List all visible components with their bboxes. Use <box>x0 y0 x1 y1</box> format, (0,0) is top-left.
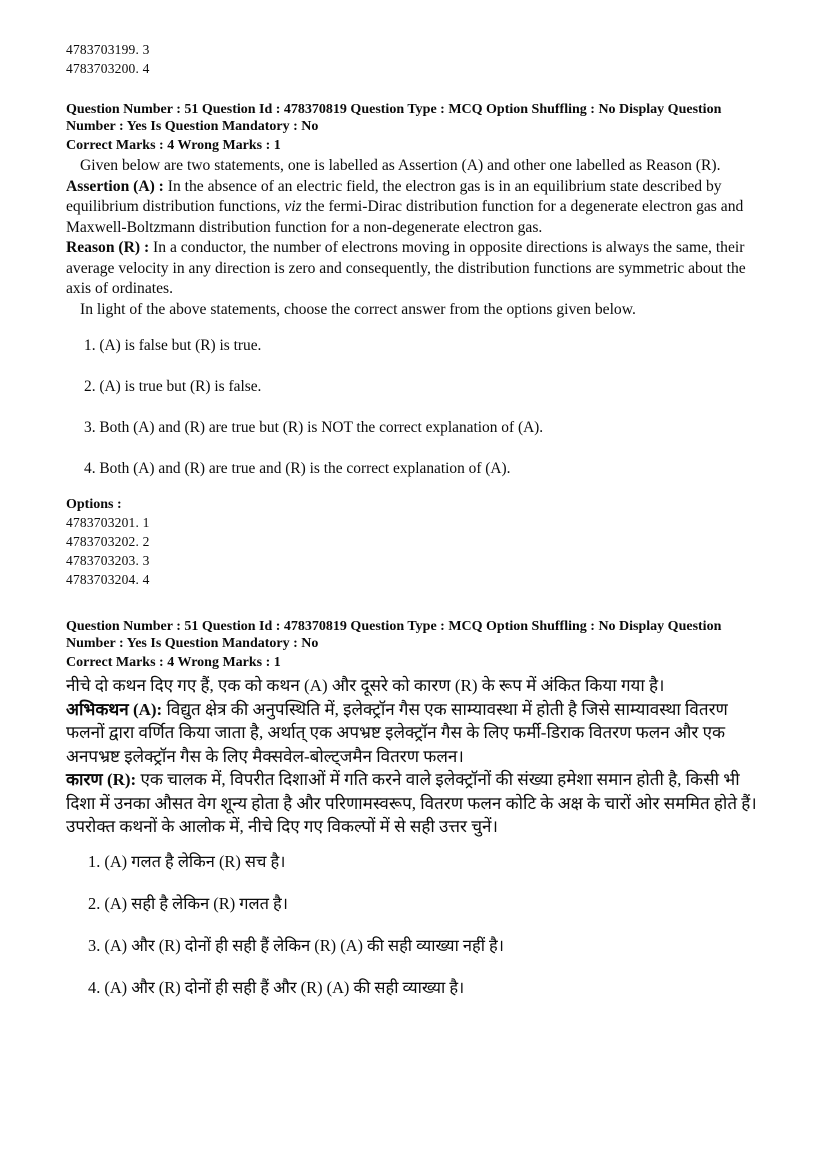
question-meta-line-1-hindi: Question Number : 51 Question Id : 478370819 Question Type : MCQ Option Shuffling : No Display Question <box>66 619 722 634</box>
option-id: 4783703201. 1 <box>66 515 150 530</box>
question-intro: Given below are two statements, one is labelled as Assertion (A) and other one labelled as Reason (R). <box>80 157 721 174</box>
option-item-hindi[interactable]: 2. (A) सही है लेकिन (R) गलत है। <box>88 893 288 913</box>
question-meta-line-1: Question Number : 51 Question Id : 478370819 Question Type : MCQ Option Shuffling : No Display Question <box>66 102 722 117</box>
option-item[interactable]: 1. (A) is false but (R) is true. <box>84 337 262 354</box>
option-id-list <box>66 513 760 589</box>
reason-paragraph-hindi <box>66 768 760 815</box>
question-meta-line-2: Number : Yes Is Question Mandatory : No <box>66 118 319 134</box>
option-item-hindi[interactable]: 1. (A) गलत है लेकिन (R) सच है। <box>88 851 286 871</box>
reason-paragraph <box>66 238 760 300</box>
question-body-hindi <box>66 674 760 839</box>
assertion-text-part-1: In the absence of an electric field, the electron gas is in an equilibrium state described by equilibrium distribution functions, <box>66 177 722 215</box>
option-id: 4783703203. 3 <box>66 553 150 568</box>
question-block-hindi <box>66 619 760 999</box>
previous-option-id: 4783703199. 3 <box>66 42 150 57</box>
question-block-english <box>66 102 760 589</box>
reason-label-hindi: कारण (R): <box>66 770 137 789</box>
assertion-paragraph-hindi <box>66 698 760 769</box>
question-body-english <box>66 156 760 320</box>
options-list-hindi <box>66 851 760 999</box>
reason-text: In a conductor, the number of electrons moving in opposite directions is always the same, their average velocity in any direction is zero and consequently, the distribution functions are symmetric about the axis of ordinates. <box>66 239 746 297</box>
assertion-text-part-2: the fermi-Dirac distribution function for a degenerate electron gas and Maxwell-Boltzmann distribution function for a non-degenerate electron gas. <box>66 198 744 236</box>
option-item[interactable]: 2. (A) is true but (R) is false. <box>84 378 262 395</box>
previous-option-id: 4783703200. 4 <box>66 61 150 76</box>
option-item[interactable]: 4. Both (A) and (R) are true and (R) is the correct explanation of (A). <box>84 460 511 477</box>
question-marks-hindi: Correct Marks : 4 Wrong Marks : 1 <box>66 655 281 670</box>
option-item-hindi[interactable]: 3. (A) और (R) दोनों ही सही हैं लेकिन (R) (A) की सही व्याख्या नहीं है। <box>88 935 504 955</box>
assertion-label-hindi: अभिकथन (A): <box>66 699 163 719</box>
previous-option-id-list <box>66 40 760 78</box>
question-closing-hindi: उपरोक्त कथनों के आलोक में, नीचे दिए गए विकल्पों में से सही उत्तर चुनें। <box>66 817 498 836</box>
assertion-italic-term: viz <box>284 198 302 215</box>
options-list-english <box>66 336 760 479</box>
reason-label: Reason (R) : <box>66 239 150 256</box>
option-id: 4783703204. 4 <box>66 572 150 587</box>
question-marks: Correct Marks : 4 Wrong Marks : 1 <box>66 138 281 153</box>
question-closing: In light of the above statements, choose the correct answer from the options given below. <box>80 300 636 318</box>
option-id: 4783703202. 2 <box>66 534 150 549</box>
assertion-text-hindi: विद्युत क्षेत्र की अनुपस्थिति में, इलेक्ट्रॉन गैस एक साम्यावस्था में होती है जिसे साम्यावस्था वितरण फलनों द्वारा वर्णित किया जाता है, अर्थात् एक अपभ्रष्ट इलेक्ट्रॉन गैस के लिए फर्मी-डिराक वितरण फलन और एक अनपभ्रष्ट इलेक्ट्रॉन गैस के लिए मैक्सवेल-बोल्ट्जमैन वितरण फलन। <box>66 699 728 766</box>
reason-text-hindi: एक चालक में, विपरीत दिशाओं में गति करने वाले इलेक्ट्रॉनों की संख्या हमेशा समान होती है, किसी भी दिशा में उनका औसत वेग शून्य होता है और परिणामस्वरूप, वितरण फलन कोटि के अक्ष के चारों ओर सममित होते हैं। <box>66 770 757 813</box>
assertion-label: Assertion (A) : <box>66 177 164 195</box>
question-intro-hindi: नीचे दो कथन दिए गए हैं, एक को कथन (A) और दूसरे को कारण (R) के रूप में अंकित किया गया है। <box>66 676 665 695</box>
option-item[interactable]: 3. Both (A) and (R) are true but (R) is NOT the correct explanation of (A). <box>84 419 544 436</box>
assertion-paragraph <box>66 177 760 239</box>
question-meta-line-2-hindi: Number : Yes Is Question Mandatory : No <box>66 635 319 651</box>
option-item-hindi[interactable]: 4. (A) और (R) दोनों ही सही हैं और (R) (A) की सही व्याख्या है। <box>88 977 465 997</box>
options-label: Options : <box>66 497 122 512</box>
